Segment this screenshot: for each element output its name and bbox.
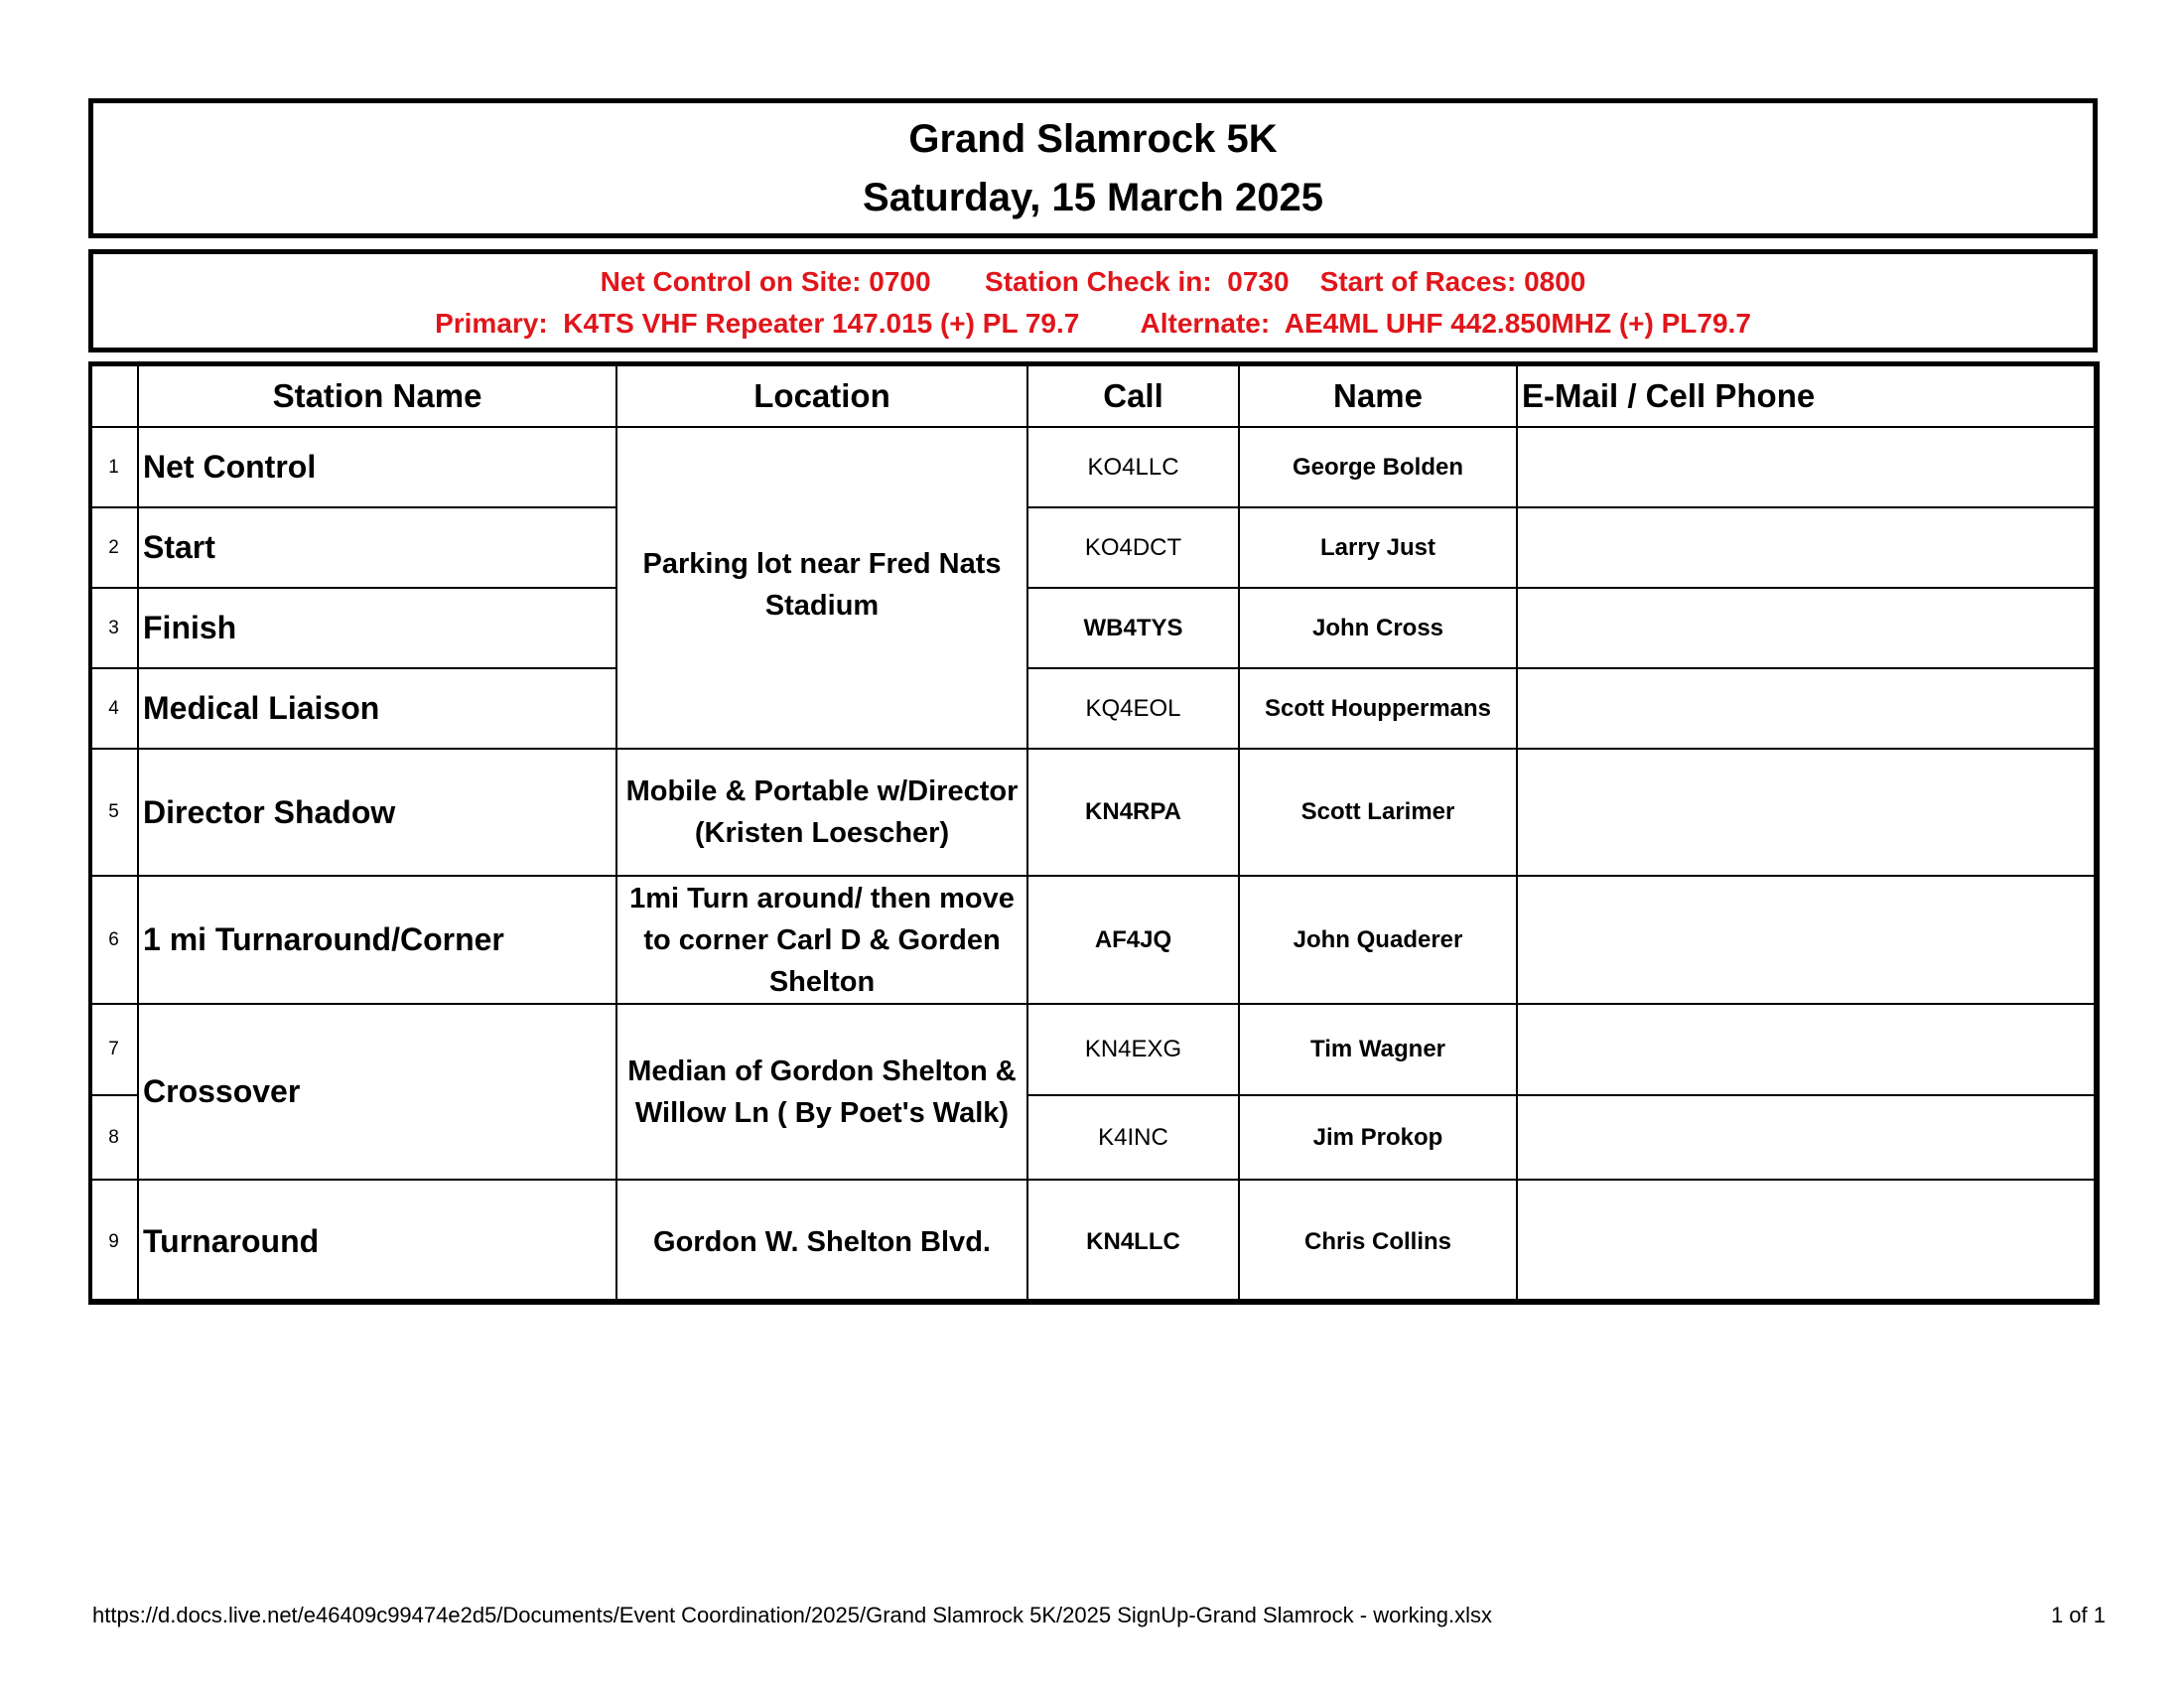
contact-cell[interactable] [1517, 1180, 2099, 1304]
row-number: 5 [89, 749, 138, 876]
station-name: Start [138, 507, 616, 588]
title-box [88, 98, 2098, 238]
location-cell: Mobile & Portable w/Director (Kristen Loescher) [616, 749, 1027, 876]
column-header-contact: E-Mail / Cell Phone [1517, 364, 2099, 428]
operator-name: Scott Larimer [1239, 749, 1517, 876]
call-sign: AF4JQ [1027, 876, 1239, 1004]
call-sign: K4INC [1027, 1095, 1239, 1180]
call-sign: KN4RPA [1027, 749, 1239, 876]
column-header-num [89, 364, 138, 428]
location-cell: Gordon W. Shelton Blvd. [616, 1180, 1027, 1304]
station-name: Director Shadow [138, 749, 616, 876]
net-info-box [88, 249, 2098, 352]
contact-cell[interactable] [1517, 427, 2099, 507]
call-sign: KO4DCT [1027, 507, 1239, 588]
column-header-call: Call [1027, 364, 1239, 428]
call-sign: KN4LLC [1027, 1180, 1239, 1304]
operator-name: Larry Just [1239, 507, 1517, 588]
station-name: Medical Liaison [138, 668, 616, 749]
contact-cell[interactable] [1517, 749, 2099, 876]
table-row [89, 668, 2099, 749]
call-sign: KO4LLC [1027, 427, 1239, 507]
schedule-line: Net Control on Site: 0700 Station Check in: 0730 Start of Races: 0800 [600, 266, 1586, 297]
contact-cell[interactable] [1517, 1095, 2099, 1180]
station-name: Crossover [138, 1004, 616, 1180]
location-cell: Parking lot near Fred Nats Stadium [616, 427, 1027, 749]
location-cell: 1mi Turn around/ then move to corner Carl D & Gorden Shelton [616, 876, 1027, 1004]
table-row [89, 1180, 2099, 1304]
station-roster-table [88, 361, 2100, 1305]
contact-cell[interactable] [1517, 1004, 2099, 1095]
row-number: 4 [89, 668, 138, 749]
column-header-station: Station Name [138, 364, 616, 428]
call-sign: KN4EXG [1027, 1004, 1239, 1095]
operator-name: Jim Prokop [1239, 1095, 1517, 1180]
row-number: 9 [89, 1180, 138, 1304]
table-row [89, 507, 2099, 588]
operator-name: John Quaderer [1239, 876, 1517, 1004]
operator-name: Chris Collins [1239, 1180, 1517, 1304]
operator-name: John Cross [1239, 588, 1517, 668]
frequency-line: Primary: K4TS VHF Repeater 147.015 (+) PL 79.7 Alternate: AE4ML UHF 442.850MHZ (+) PL79.7 [435, 308, 1751, 339]
row-number: 6 [89, 876, 138, 1004]
row-number: 2 [89, 507, 138, 588]
contact-cell[interactable] [1517, 507, 2099, 588]
table-row [89, 749, 2099, 876]
row-number: 1 [89, 427, 138, 507]
operator-name: George Bolden [1239, 427, 1517, 507]
table-row [89, 876, 2099, 1004]
table-row [89, 427, 2099, 507]
station-name: Net Control [138, 427, 616, 507]
operator-name: Tim Wagner [1239, 1004, 1517, 1095]
column-header-location: Location [616, 364, 1027, 428]
operator-name: Scott Houppermans [1239, 668, 1517, 749]
table-row [89, 1004, 2099, 1095]
contact-cell[interactable] [1517, 588, 2099, 668]
event-title: Grand Slamrock 5K [908, 117, 1278, 161]
row-number: 8 [89, 1095, 138, 1180]
footer-page-number: 1 of 1 [2050, 1603, 2106, 1627]
location-cell: Median of Gordon Shelton & Willow Ln ( By Poet's Walk) [616, 1004, 1027, 1180]
station-name: 1 mi Turnaround/Corner [138, 876, 616, 1004]
station-name: Finish [138, 588, 616, 668]
column-header-name: Name [1239, 364, 1517, 428]
contact-cell[interactable] [1517, 668, 2099, 749]
station-name: Turnaround [138, 1180, 616, 1304]
header-row [89, 364, 2099, 428]
call-sign: WB4TYS [1027, 588, 1239, 668]
event-date: Saturday, 15 March 2025 [863, 176, 1323, 219]
row-number: 3 [89, 588, 138, 668]
footer-file-path: https://d.docs.live.net/e46409c99474e2d5/Documents/Event Coordination/2025/Grand Slamrock 5K/2025 SignUp-Grand Slamrock - working.xlsx [92, 1603, 1492, 1627]
table-row [89, 588, 2099, 668]
call-sign: KQ4EOL [1027, 668, 1239, 749]
row-number: 7 [89, 1004, 138, 1095]
contact-cell[interactable] [1517, 876, 2099, 1004]
